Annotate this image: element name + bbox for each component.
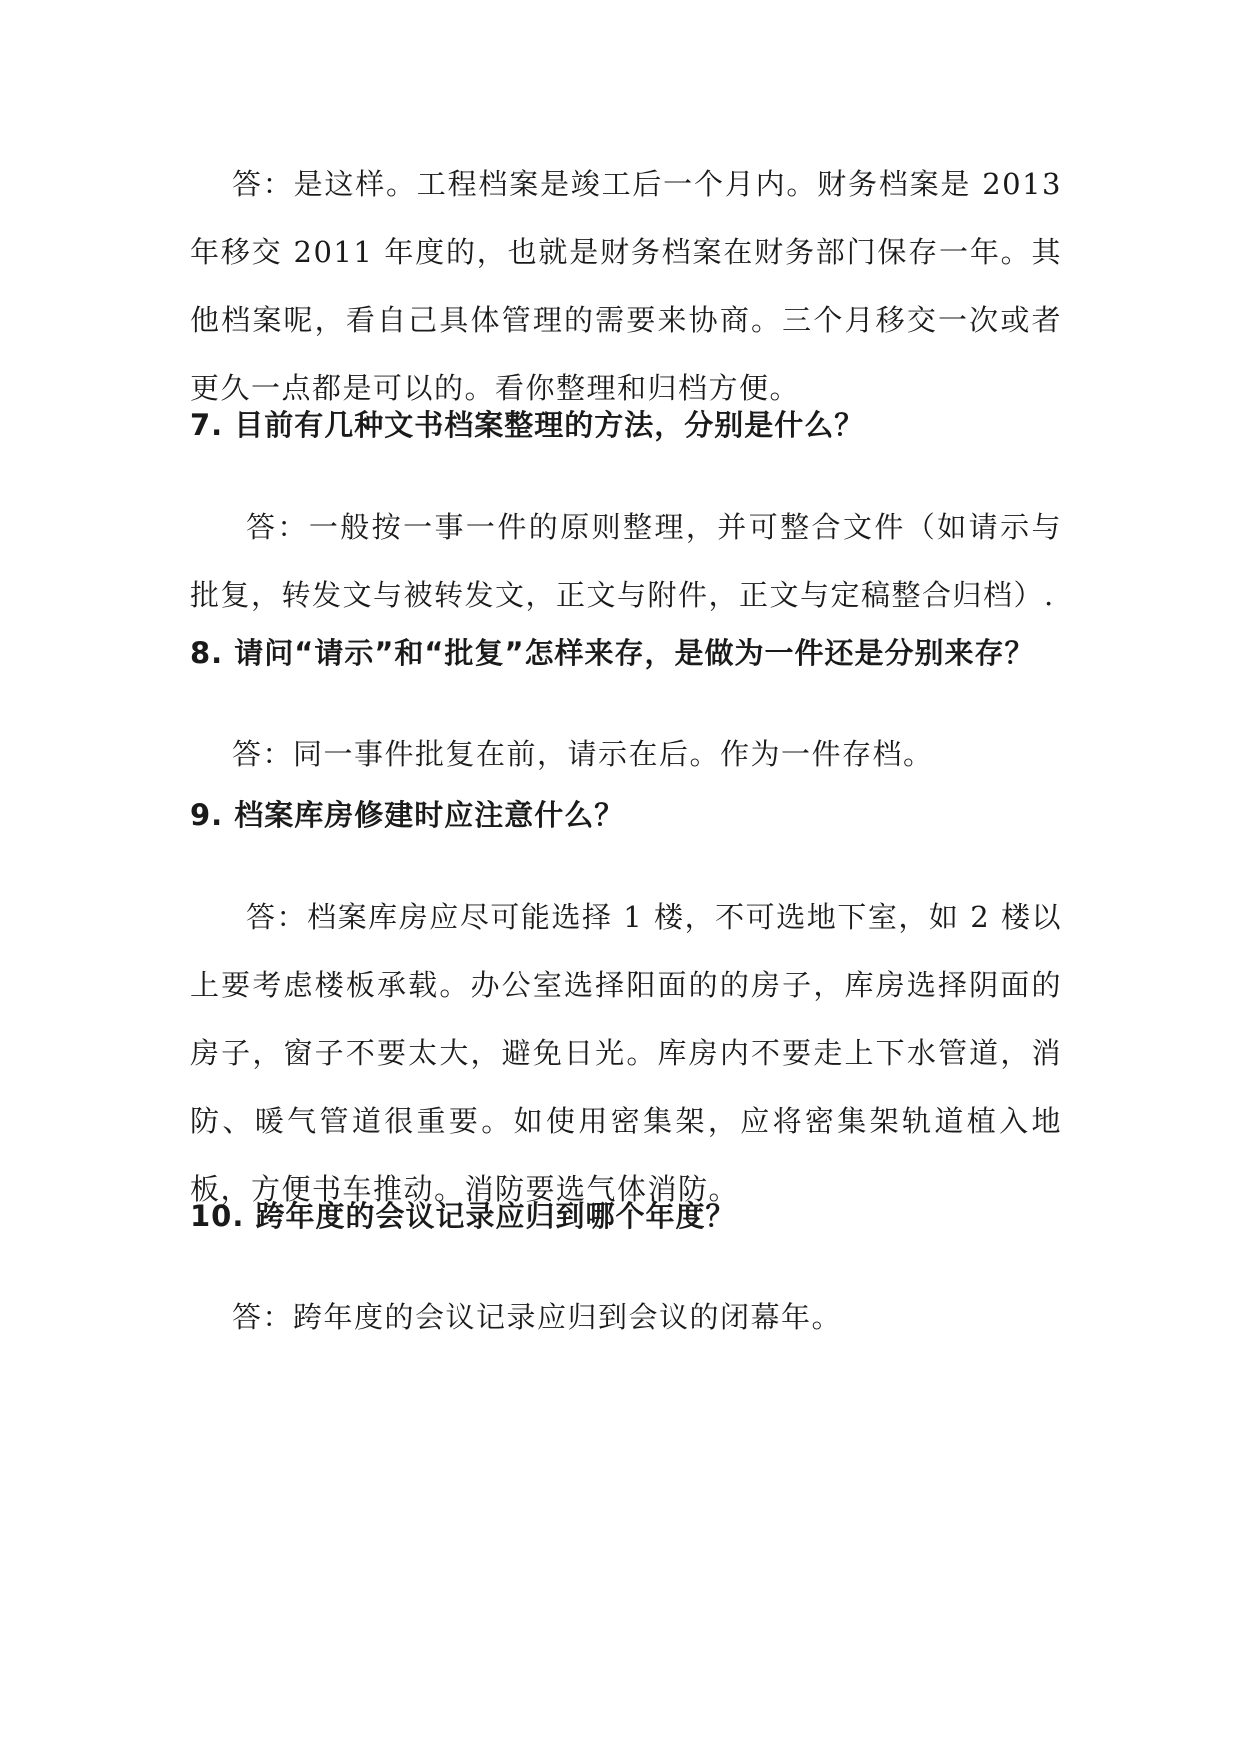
- question-8-heading: 8. 请问“请示”和“批复”怎样来存，是做为一件还是分别来存？: [190, 636, 1035, 670]
- question-7-heading: 7. 目前有几种文书档案整理的方法，分别是什么？: [190, 408, 865, 442]
- question-9-heading: 9. 档案库房修建时应注意什么？: [190, 798, 625, 832]
- answer-9-text: 答：档案库房应尽可能选择 1 楼，不可选地下室，如 2 楼以上要考虑楼板承载。办公室选择阳面的的房子，库房选择阴面的房子，窗子不要太大，避免日光。库房内不要走上下水管道，消防、暖气管道很重要。如使用密集架，应将密集架轨道植入地板，方便书车推动。消防要选气体消防。: [190, 900, 1062, 1206]
- answer-8-text: 答：同一事件批复在前，请示在后。作为一件存档。: [232, 737, 934, 771]
- answer-7-text: 答：一般按一事一件的原则整理，并可整合文件（如请示与批复，转发文与被转发文，正文与附件，正文与定稿整合归档）.: [190, 510, 1062, 612]
- question-10-heading: 10. 跨年度的会议记录应归到哪个年度？: [190, 1199, 736, 1233]
- answer-6-text: 答：是这样。工程档案是竣工后一个月内。财务档案是 2013 年移交 2011 年度的，也就是财务档案在财务部门保存一年。其他档案呢，看自己具体管理的需要来协商。三个月移交一次或者更久一点都是可以的。看你整理和归档方便。: [190, 167, 1062, 405]
- answer-10-text: 答：跨年度的会议记录应归到会议的闭幕年。: [232, 1300, 843, 1334]
